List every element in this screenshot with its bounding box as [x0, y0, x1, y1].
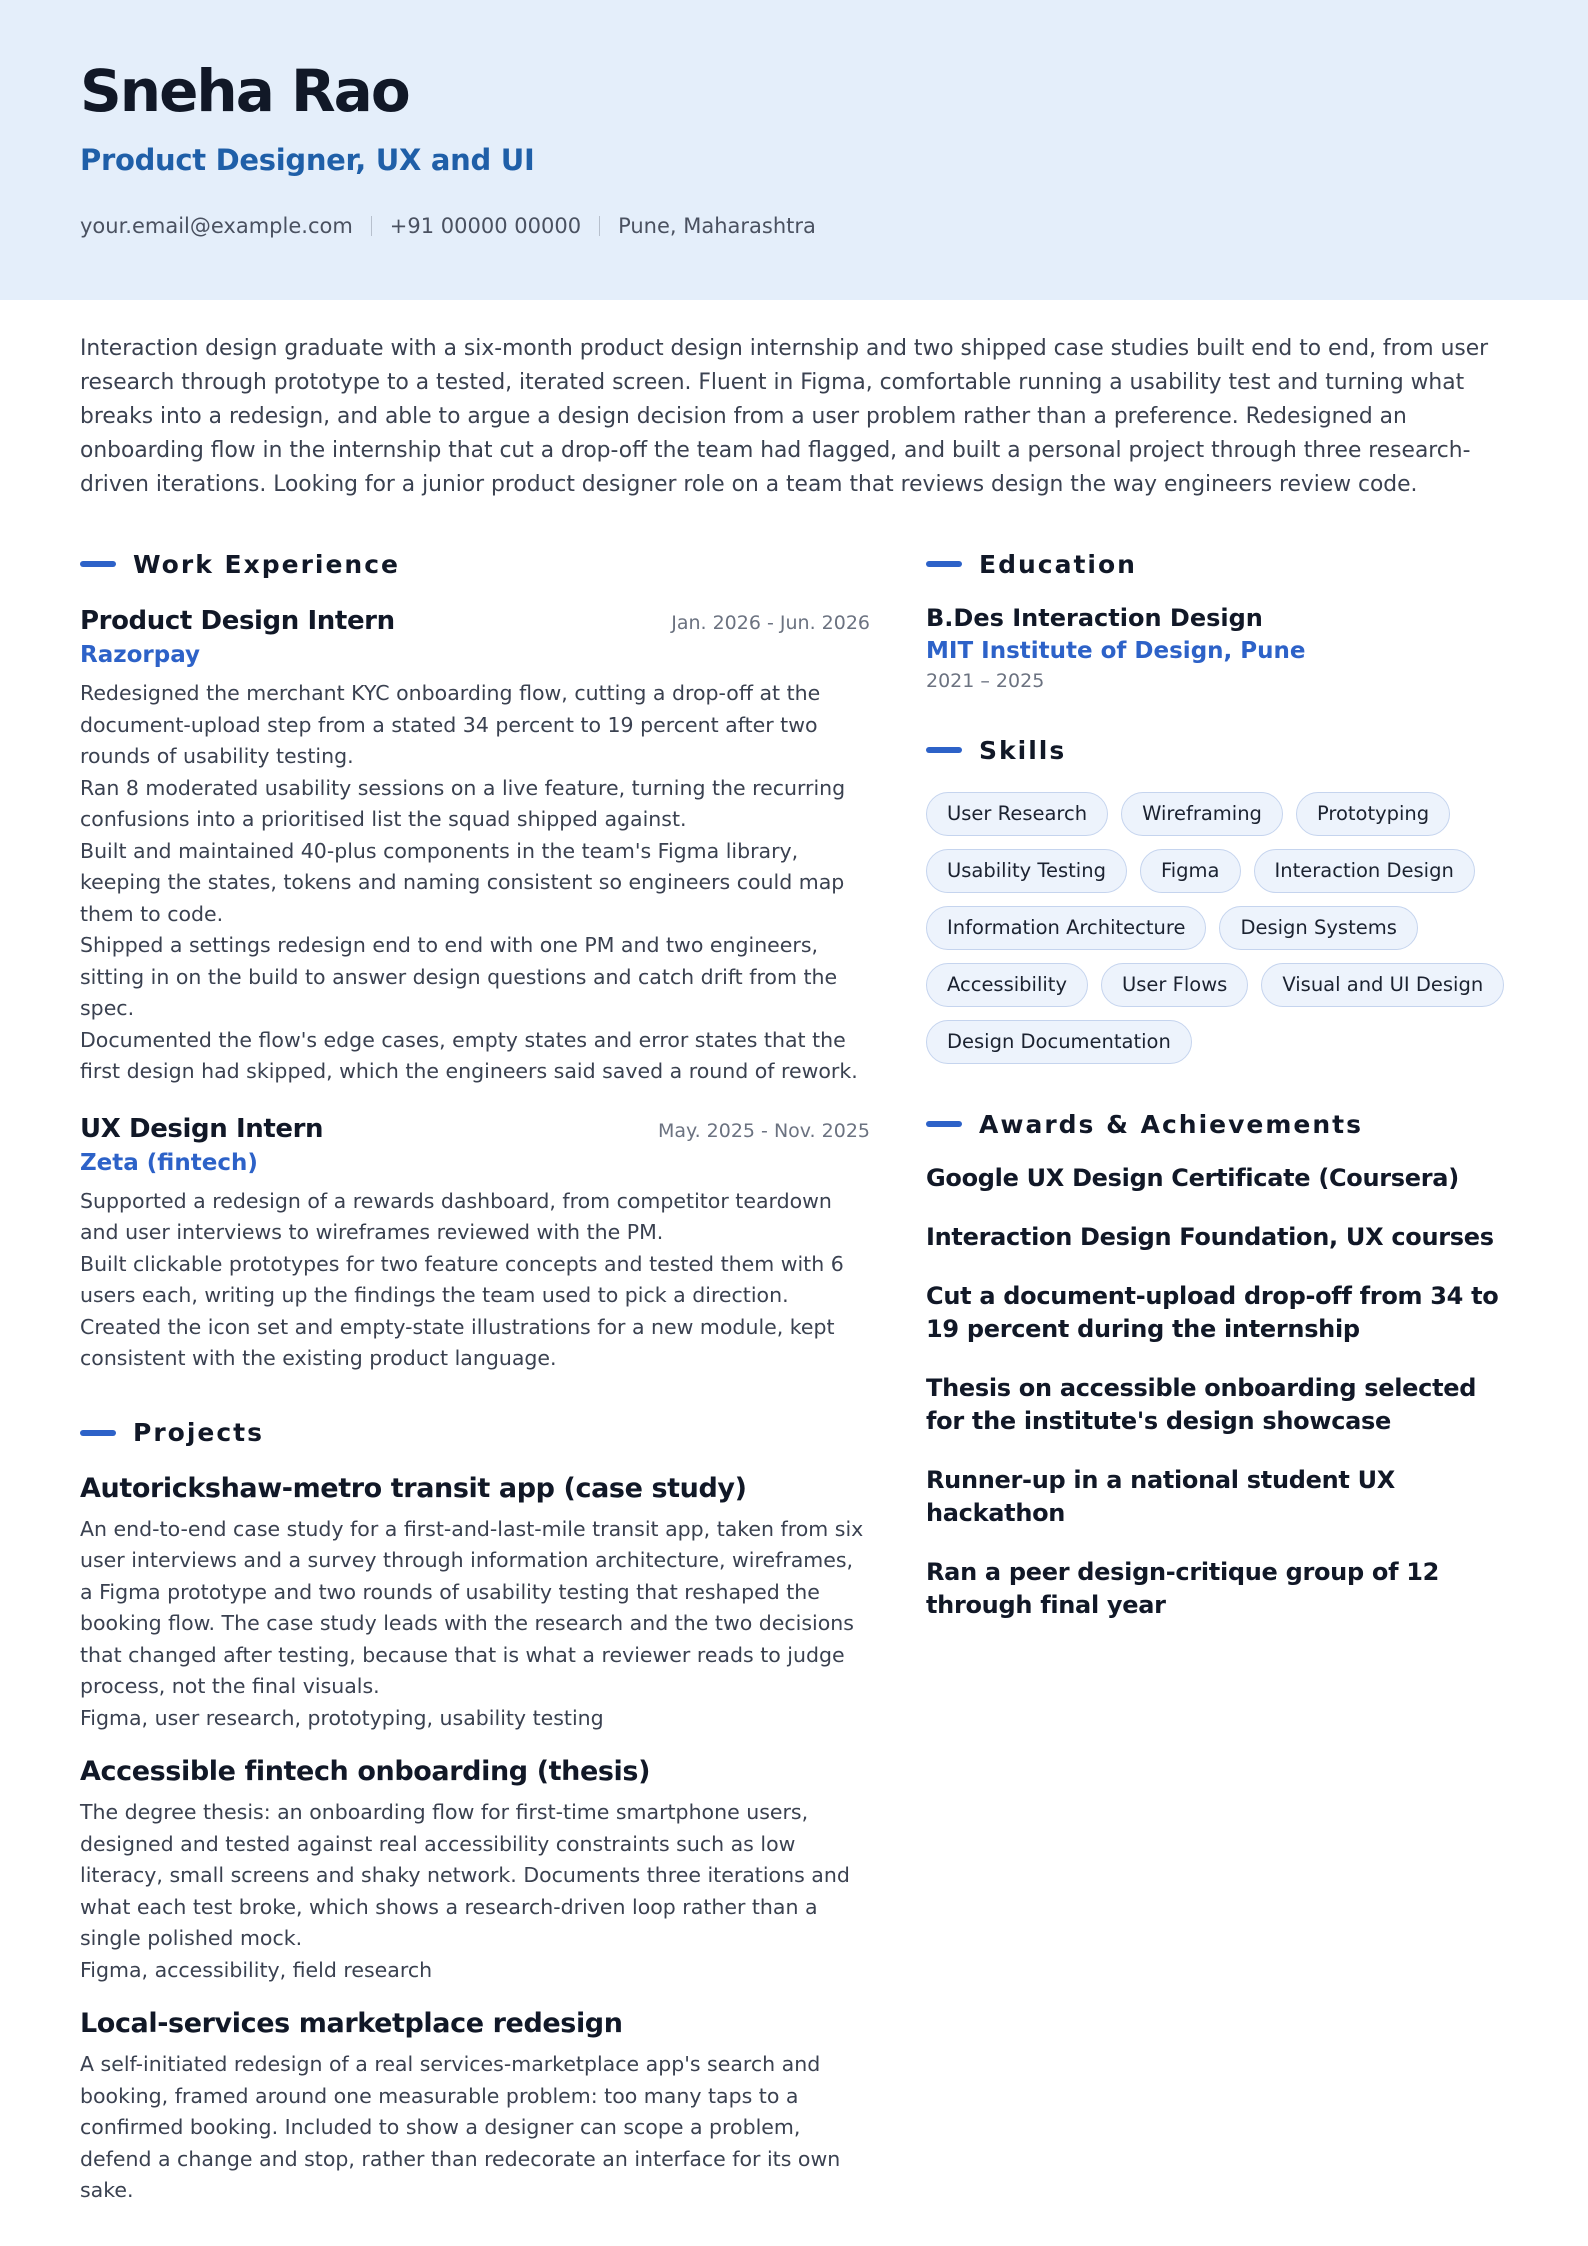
- section-heading-label: Skills: [979, 735, 1067, 765]
- contact-phone[interactable]: +91 00000 00000: [389, 214, 582, 238]
- contact-divider: [599, 216, 600, 236]
- project-description: An end-to-end case study for a first-and-last-mile transit app, taken from six user interviews and a survey through information architecture, wireframes, a Figma prototype and two rounds of usability testing that reshaped the booking flow. The case study leads with the research and the two decisions that changed after testing, because that is what a reviewer reads to judge process, not the final visuals.: [80, 1516, 864, 1698]
- section-accent-bar: [926, 561, 962, 567]
- job-entry: [80, 1114, 870, 1375]
- skill-chip: Design Documentation: [926, 1020, 1192, 1064]
- skill-chip: Information Architecture: [926, 906, 1206, 950]
- right-column: [926, 546, 1516, 1622]
- contact-divider: [371, 216, 372, 236]
- skill-chip: User Flows: [1101, 963, 1248, 1007]
- section-accent-bar: [80, 561, 116, 567]
- skill-chip: Design Systems: [1219, 906, 1417, 950]
- award-item: Runner-up in a national student UX hackathon: [926, 1466, 1395, 1527]
- job-company: Zeta (fintech): [80, 1149, 258, 1176]
- job-bullets: [80, 678, 870, 1088]
- skill-chip: Visual and UI Design: [1261, 963, 1504, 1007]
- project-entry: [80, 1756, 870, 1986]
- section-heading-label: Education: [979, 549, 1137, 579]
- project-description: A self-initiated redesign of a real services-marketplace app's search and booking, framed around one measurable problem: too many taps to a confirmed booking. Included to show a designer can scope a problem, defend a change and stop, rather than redecorate an interface for its own sake.: [80, 2052, 841, 2202]
- project-tools: Figma, user research, prototyping, usability testing: [80, 1705, 604, 1730]
- award-item: Ran a peer design-critique group of 12 through final year: [926, 1558, 1440, 1619]
- award-item: Cut a document-upload drop-off from 34 to 19 percent during the internship: [926, 1282, 1499, 1343]
- education-degree: B.Des Interaction Design: [926, 604, 1263, 632]
- job-bullet: Documented the flow's edge cases, empty states and error states that the first design had skipped, which the engineers said saved a round of rework.: [80, 1027, 858, 1083]
- skill-chip: User Research: [926, 792, 1108, 836]
- contact-location: Pune, Maharashtra: [618, 214, 816, 238]
- job-dates: May. 2025 - Nov. 2025: [658, 1119, 870, 1142]
- job-bullet: Created the icon set and empty-state illustrations for a new module, kept consistent with the existing product language.: [80, 1314, 835, 1370]
- section-heading-awards: [926, 1106, 1516, 1142]
- education-years: 2021 – 2025: [926, 670, 1045, 692]
- awards-list: [926, 1162, 1516, 1622]
- project-entry: [80, 2008, 870, 2207]
- header-band: [0, 0, 1588, 300]
- project-entry: [80, 1473, 870, 1735]
- project-title: Accessible fintech onboarding (thesis): [80, 1756, 651, 1787]
- candidate-role: Product Designer, UX and UI: [80, 143, 535, 177]
- job-bullet: Shipped a settings redesign end to end with one PM and two engineers, sitting in on the build to answer design questions and catch drift from the spec.: [80, 933, 838, 1020]
- project-title: Local-services marketplace redesign: [80, 2008, 623, 2039]
- award-item: Interaction Design Foundation, UX courses: [926, 1223, 1494, 1251]
- section-heading-education: [926, 546, 1516, 582]
- section-heading-work: [80, 546, 870, 582]
- section-heading-label: Awards & Achievements: [979, 1109, 1364, 1139]
- skills-chip-list: [926, 792, 1516, 1064]
- section-heading-skills: [926, 732, 1516, 768]
- skill-chip: Interaction Design: [1254, 849, 1475, 893]
- project-tools: Figma, accessibility, field research: [80, 1957, 433, 1982]
- award-item: Thesis on accessible onboarding selected for the institute's design showcase: [926, 1374, 1477, 1435]
- project-description: The degree thesis: an onboarding flow for first-time smartphone users, designed and tested against real accessibility constraints such as low literacy, small screens and shaky network. Documents three iterations and what each test broke, which shows a research-driven loop rather than a single polished mock.: [80, 1800, 850, 1950]
- job-bullets: [80, 1186, 870, 1375]
- section-heading-projects: [80, 1415, 870, 1451]
- contact-line: [80, 214, 816, 238]
- award-item: Google UX Design Certificate (Coursera): [926, 1164, 1459, 1192]
- project-title: Autorickshaw-metro transit app (case study): [80, 1472, 747, 1504]
- job-title: Product Design Intern: [80, 606, 395, 636]
- job-bullet: Ran 8 moderated usability sessions on a live feature, turning the recurring confusions into a prioritised list the squad shipped against.: [80, 775, 846, 831]
- job-title: UX Design Intern: [80, 1113, 324, 1144]
- job-bullet: Built and maintained 40-plus components in the team's Figma library, keeping the states, tokens and naming consistent so engineers could map them to code.: [80, 838, 845, 926]
- skill-chip: Prototyping: [1296, 792, 1450, 836]
- section-accent-bar: [926, 1121, 962, 1127]
- skill-chip: Wireframing: [1121, 792, 1283, 836]
- section-accent-bar: [80, 1430, 116, 1436]
- section-heading-label: Projects: [133, 1418, 265, 1447]
- summary-paragraph: Interaction design graduate with a six-month product design internship and two shipped case studies built end to end, from user research through prototype to a tested, iterated screen. Fluent in Figma, comfortable running a usability test and turning what breaks into a redesign, and able to argue a design decision from a user problem rather than a preference. Redesigned an onboarding flow in the internship that cut a drop-off the team had flagged, and built a personal project through three research-driven iterations. Looking for a junior product designer role on a team that reviews design the way engineers review code.: [80, 336, 1489, 497]
- contact-email[interactable]: your.email@example.com: [80, 214, 353, 238]
- job-dates: Jan. 2026 - Jun. 2026: [671, 612, 870, 634]
- section-heading-label: Work Experience: [133, 549, 400, 579]
- skill-chip: Accessibility: [926, 963, 1088, 1007]
- candidate-name: Sneha Rao: [80, 57, 409, 125]
- left-column: [80, 546, 870, 2207]
- skill-chip: Figma: [1140, 849, 1241, 893]
- job-bullet: Supported a redesign of a rewards dashboard, from competitor teardown and user interviews to wireframes reviewed with the PM.: [80, 1188, 832, 1244]
- job-entry: [80, 606, 870, 1088]
- job-bullet: Redesigned the merchant KYC onboarding flow, cutting a drop-off at the document-upload step from a stated 34 percent to 19 percent after two rounds of usability testing.: [80, 681, 821, 768]
- skill-chip: Usability Testing: [926, 849, 1127, 893]
- education-school: MIT Institute of Design, Pune: [926, 638, 1306, 664]
- job-company: Razorpay: [80, 642, 201, 668]
- job-bullet: Built clickable prototypes for two feature concepts and tested them with 6 users each, writing up the findings the team used to pick a direction.: [80, 1251, 844, 1307]
- section-accent-bar: [926, 747, 962, 753]
